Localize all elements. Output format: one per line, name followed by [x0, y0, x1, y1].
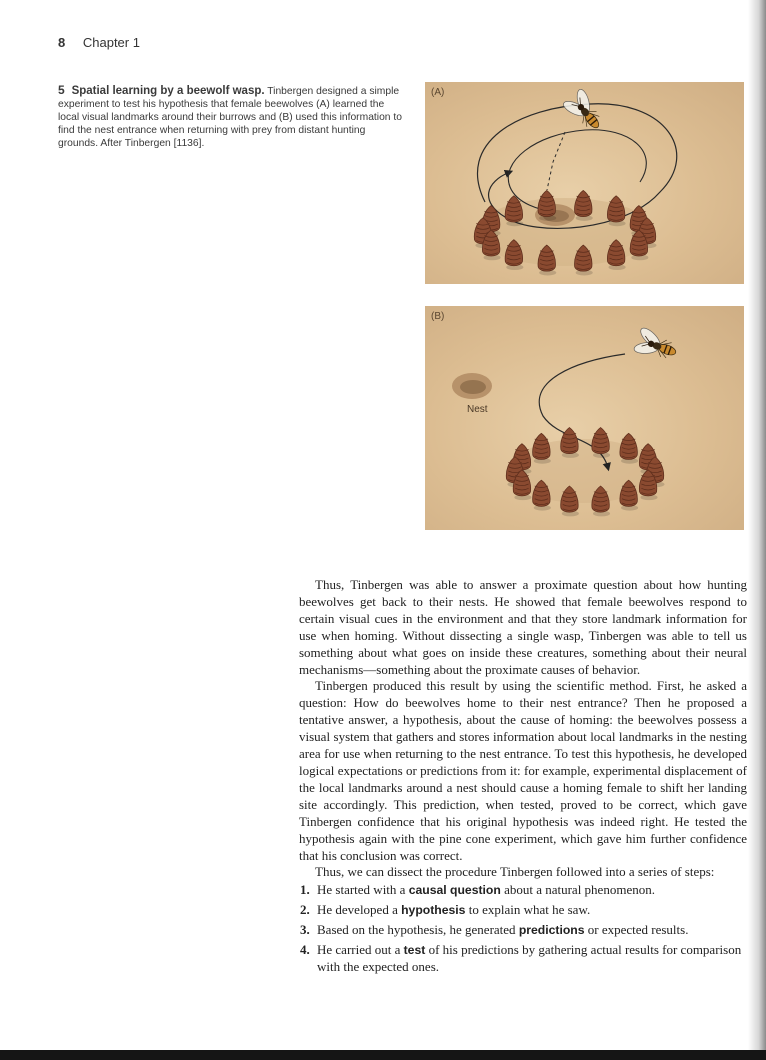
step-number: 3. — [300, 921, 310, 937]
step-text: He developed a — [317, 901, 402, 917]
step-text: He carried out a — [317, 941, 404, 957]
figure-number: 5 — [58, 83, 65, 97]
step-text: He started with a — [317, 882, 409, 897]
beewolf-wasp-icon — [558, 85, 609, 138]
scan-border — [0, 1050, 766, 1060]
panel-b-label: (B) — [431, 311, 445, 322]
step-item — [299, 882, 747, 899]
step-keyword: causal question — [408, 883, 501, 897]
nest-label: Nest — [467, 404, 488, 415]
step-keyword: test — [403, 942, 426, 957]
body-paragraph: Tinbergen produced this result by using the scientific method. First, he asked a question: How do beewolves home to their nest entrance? Then he proposed a tentative answer, a hypothesis, about the cause of homing: the beewolves possess a visual system that gathers and stores information about local landmarks in the nesting area for use when returning to the nest entrance. To test this hypothesis, he developed logical expectations or predictions from it: for example, experimental displacement of the local landmarks around a nest should cause a homing female to shift her landing site accordingly. This prediction, when tested, proved to be correct, which gave Tinbergen confidence that his original hypothesis was indeed right. He tested the hypothesis again with the pine cone experiment, which gave him further confidence that his conclusion was correct. — [299, 678, 747, 863]
panel-a-label: (A) — [431, 87, 445, 98]
body-text — [299, 577, 747, 881]
panel-a-illustration — [425, 82, 744, 284]
page-edge-shadow — [748, 0, 766, 1060]
page-number: 8 — [58, 35, 66, 50]
steps-list — [299, 882, 747, 979]
flight-path-dashed — [547, 132, 565, 190]
step-number: 4. — [300, 941, 310, 957]
step-text: Based on the hypothesis, he generated — [317, 921, 519, 937]
step-number: 2. — [300, 901, 310, 917]
chapter-title: Chapter 1 — [82, 35, 140, 50]
body-paragraph: Thus, Tinbergen was able to answer a proximate question about how hunting beewolves get back to their nests. He showed that female beewolves respond to certain visual cues in the environment and that they store landmark information for use when homing. Without dissecting a single wasp, Tinbergen was able to tell us something about what goes on inside these creatures, something about their neural mechanisms—something about the proximate causes of behavior. — [299, 577, 747, 677]
figure-title: Spatial learning by a beewolf wasp. — [71, 85, 265, 97]
figure-panel-a — [425, 82, 744, 284]
step-keyword: hypothesis — [401, 902, 466, 917]
figure-caption — [58, 84, 408, 151]
step-text: about a natural phenomenon. — [500, 882, 655, 897]
body-paragraph: Thus, we can dissect the procedure Tinbergen followed into a series of steps: — [315, 864, 715, 880]
step-text: or expected results. — [584, 921, 689, 937]
step-text: of his predictions by gathering actual results for comparison with the expected ones. — [317, 941, 742, 974]
running-header — [58, 35, 140, 50]
figure-caption-text: Tinbergen designed a simple experiment to test his hypothesis that female beewolves (A) learned the local visual landmarks around their burrows and (B) used this information to find the nest entrance when returning with prey from distant hunting grounds. After Tinbergen [1136]. — [58, 86, 402, 149]
step-number: 1. — [300, 882, 310, 897]
step-item — [299, 902, 747, 919]
figure-panel-b — [425, 306, 744, 530]
panel-b-illustration — [425, 306, 744, 530]
step-item — [299, 942, 747, 976]
step-text: to explain what he saw. — [465, 901, 591, 917]
step-keyword: predictions — [518, 922, 585, 937]
step-item — [299, 922, 747, 939]
beewolf-wasp-icon — [630, 324, 681, 368]
